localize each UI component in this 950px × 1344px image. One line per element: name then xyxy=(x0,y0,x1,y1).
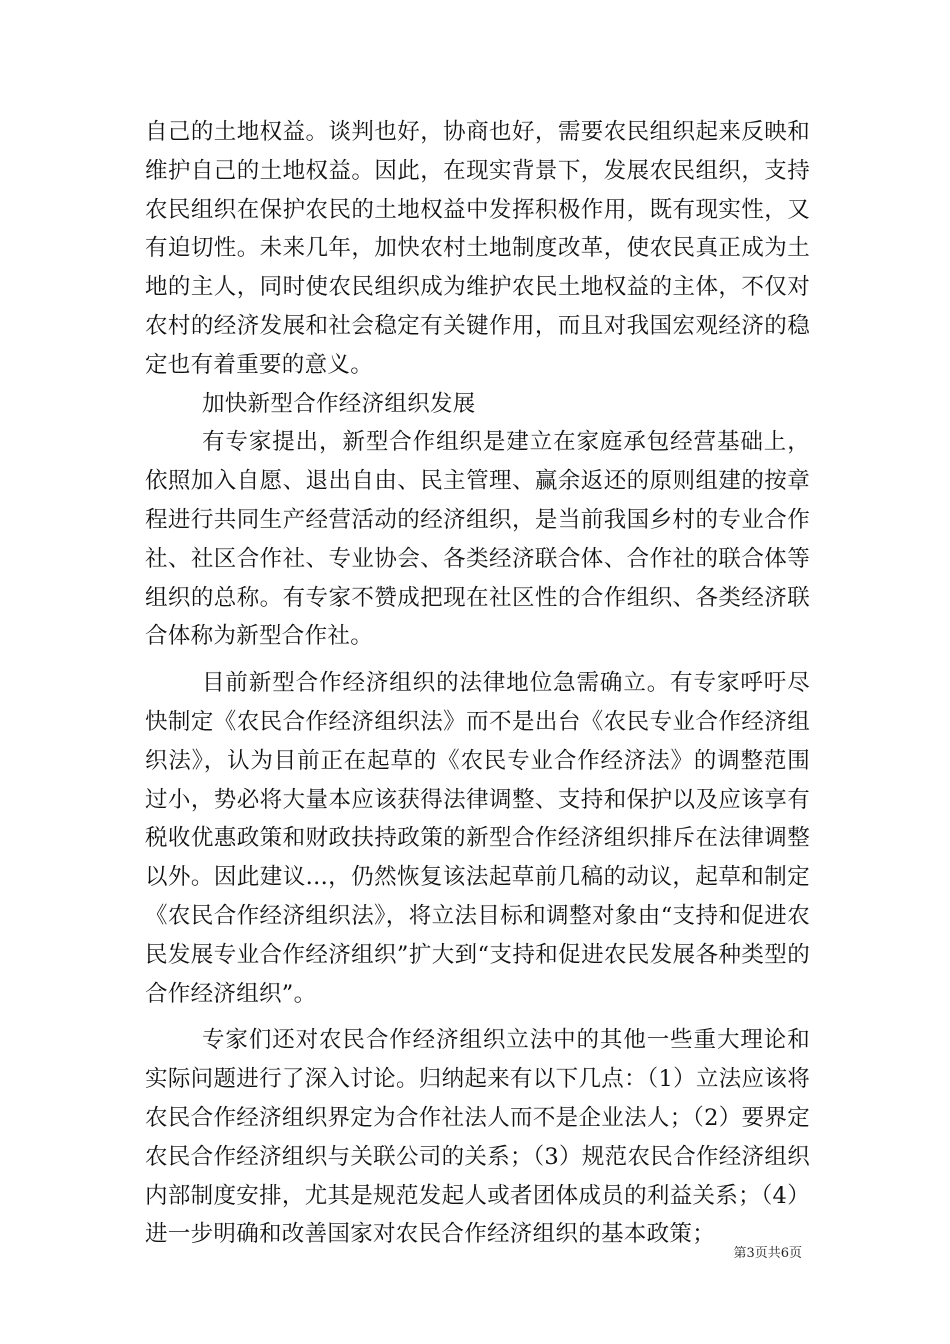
paragraph-expert-discussion: 专家们还对农民合作经济组织立法中的其他一些重大理论和实际问题进行了深入讨论。归纳起来有以下几点：（1）立法应该将农民合作经济组织界定为合作社法人而不是企业法人；（2）要界定农民合作经济组织与关联公司的关系；（3）规范农民合作经济组织内部制度安排，尤其是规范发起人或者团体成员的利益关系；（4）进一步明确和改善国家对农民合作经济组织的基本政策； xyxy=(145,1027,810,1248)
page-number-footer: 第3页共6页 xyxy=(733,1246,802,1261)
paragraph-new-cooperative-definition: 有专家提出，新型合作组织是建立在家庭承包经营基础上，依照加入自愿、退出自由、民主管理、赢余返还的原则组建的按章程进行共同生产经营活动的经济组织，是当前我国乡村的专业合作社、社区合作社、专业协会、各类经济联合体、合作社的联合体等组织的总称。有专家不赞成把现在社区性的合作组织、各类经济联合体称为新型合作社。 xyxy=(145,429,810,650)
document-body xyxy=(145,113,810,1254)
paragraph-legal-status: 目前新型合作经济组织的法律地位急需确立。有专家呼吁尽快制定《农民合作经济组织法》而不是出台《农民专业合作经济组织法》，认为目前正在起草的《农民专业合作经济法》的调整范围过小，势必将大量本应该获得法律调整、支持和保护以及应该享有税收优惠政策和财政扶持政策的新型合作经济组织排斥在法律调整以外。因此建议...，仍然恢复该法起草前几稿的动议，起草和制定《农民合作经济组织法》，将立法目标和调整对象由“支持和促进农民发展专业合作经济组织”扩大到“支持和促进农民发展各种类型的合作经济组织”。 xyxy=(145,670,810,1007)
section-heading-cooperatives: 加快新型合作经济组织发展 xyxy=(202,390,476,417)
paragraph-land-rights-continued: 自己的土地权益。谈判也好，协商也好，需要农民组织起来反映和维护自己的土地权益。因此，在现实背景下，发展农民组织，支持农民组织在保护农民的土地权益中发挥积极作用，既有现实性，又有迫切性。未来几年，加快农村土地制度改革，使农民真正成为土地的主人，同时使农民组织成为维护农民土地权益的主体，不仅对农村的经济发展和社会稳定有关键作用，而且对我国宏观经济的稳定也有着重要的意义。 xyxy=(145,119,810,378)
